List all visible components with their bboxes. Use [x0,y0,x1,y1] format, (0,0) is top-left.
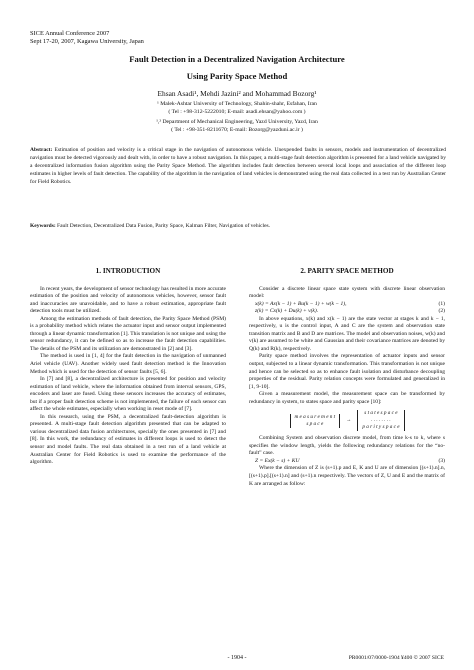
abstract-text: Estimation of position and velocity is a critical stage in the navigation of autonomous vehicle. Unexpended faults in sensors, models and instrumentation of decentralized navigation must be detected vigorously and dealt with, in order to have a robust navigation. In this paper, a multi-stage fault detection algorithm is presented for a land vehicle navigated by a decentralized information fusion algorithm using the Parity Space Method. The algorithm includes fault detection between several local loops and association of the different loop estimates in higher levels of fault detection. The capability of the algorithm in the navigation of land vehicles is demonstrated using the real data collected in a test run by Australian Center for Field Robotics. [30,147,447,185]
affiliation-2: ¹,² Department of Mechanical Engineering, Yazd University, Yazd, Iran [156,119,318,125]
parity-paragraph-3: Parity space method involves the representation of actuator inputs and sensor output, subjected to a linear dynamic transformation. This transformation is not unique and hence can be selected so as to enhance fault isolation and disturbance decoupling properties of the residual. Parity relation concepts were formulated and generalized in [1, 9-10]. [249,353,445,390]
separator-dots: . . . . . . . . [371,417,391,424]
parity-paragraph-1: Consider a discrete linear space state system with discrete linear observation model: [249,285,445,300]
section-heading-parity-space: 2. PARITY SPACE METHOD [300,267,394,275]
parity-paragraph-4: Given a measurement model, the measurement space can be transformed by redundancy in system, to states space and parity space [10]: [249,391,445,405]
equation-2-number: (2) [438,308,445,315]
state-parity-space-box [357,410,404,431]
measurement-label: m e a s u r e m e n t [294,413,336,420]
conference-name: SICE Annual Conference 2007 [30,30,110,37]
intro-paragraph-5: In this research, using the PSM, a decentralized fault-detection algorithm is presented. A multi-stage fault detection algorithm presented that can be adapted to various decentralized data fusion architectures, specially the ones presented in [7] and [8]. In this work, the redundancy of estimates in different loops is used to detect the sensor and model faults. The real data obtained in a test run of a land vehicle at Australian Center for Field Robotics is used to examine the performance of the algorithm. [30,413,226,466]
parity-paragraph-5: Combining System and observation discrete model, from time k-s to k, where s specifies the window length, yields the following redundancy relations for the “no-fault” case. [249,435,445,457]
equation-3-number: (3) [438,457,445,464]
measurement-space-box [290,414,341,428]
right-column [249,268,445,488]
intro-paragraph-1: In recent years, the development of sensor technology has resulted in more accurate estimation of the position and velocity of autonomous vehicles, however, sensor fault and inaccuracies are unavoidable, and to have a robust estimation, appropriate fault detection tools must be utilized. [30,285,226,315]
authors: Ehsan Asadi¹, Mehdi Jazini² and Mohammad Bozorg¹ [157,89,317,98]
equation-2 [249,308,445,316]
section-heading-introduction: 1. INTRODUCTION [95,267,161,275]
equation-1-body: x(k) = Ax(k − 1) + Bu(k − 1) + w(k − 1), [255,300,347,307]
parity-space-label: p a r i t y s p a c e [362,424,400,431]
space-label: s p a c e [306,420,324,427]
state-space-label: s t a t e s p a c e [364,410,398,417]
affiliation-1-contact: ( Tel : +98-312-5222010; E-mail: asadi.ehsan@yahoo.com ) [168,109,306,115]
paper-title-line-1: Fault Detection in a Decentralized Navigation Architecture [129,54,345,64]
conference-header [30,30,144,46]
keywords-text: Fault Detection, Decentralized Data Fusion, Parity Space, Kalman Filter, Navigation of vehicles. [57,223,271,229]
affiliation-2-contact: ( Tel : +98-351-8211670; E-mail: Bozorg@yazduni.ac.ir ) [171,127,303,133]
abstract-label: Abstract: [30,147,53,153]
conference-date-venue: Sept 17-20, 2007, Kagawa University, Japan [30,38,144,45]
paper-title-line-2: Using Parity Space Method [186,71,288,81]
page-number: - 1904 - [227,655,247,661]
intro-paragraph-4: In [7] and [8], a decentralized architecture is presented for position and velocity estimation of land vehicle, where the information obtained from interval sensors, GPS, encoders and laser are fused. Using these sensors increases the accuracy of estimates, but if a proper fault detection scheme is not implemented, the failure of each sensor can affect the whole estimates, especially when working in reset mode of [7]. [30,376,226,413]
equation-2-body: z(k) = Cx(k) + Du(k) + v(k). [255,308,319,315]
parity-paragraph-6: Where the dimension of Z is (s+1).p and E, K and U are of dimension [(s+1).n].n, [(s+1).p].[(s+1).n] and (s+1).n respectively. The vectors of Z, U and E and the matrix of K are arranged as follow: [249,465,445,487]
space-transformation-matrix [249,410,445,431]
left-column [30,268,226,467]
keywords-label: Keywords: [30,223,56,229]
footer-code: PR0001/07/0000-1904 ¥400 © 2007 SICE [348,655,444,661]
intro-paragraph-3: The method is used in [1, 4] for the fault detection in the navigation of unmanned Ariel vehicle (UAV). Another widely used fault detection method is the Innovation Method which is used for the detection of sensor faults [5, 6]. [30,353,226,375]
equation-1-number: (1) [438,300,445,307]
equation-3-body: Z = Ex(k − s) + KU [255,457,300,464]
intro-paragraph-2: Among the estimation methods of fault detection, the Parity Space Method (PSM) is a probability method which relates the actuator input and sensor output implemented through a linear dynamic transformation [1]. This translation is not unique and using the sensor redundancy, it can be defined so as to increase the fault detection capabilities. The details of the PSM and its utilization are demonstrated in [2] and [3]. [30,315,226,352]
affiliation-1: ¹ Malek-Ashtar University of Technology, Shahin-shahr, Esfahan, Iran [157,101,317,107]
keywords [30,222,446,230]
parity-paragraph-2: In above equations, x(k) and x(k − 1) are the state vector at stages k and k − 1, respectively, u is the control input, A and C are the system and observation state transition matrix and B and D are matrices. The model and observation noises, w(k) and v(k) are assumed to be white and Gaussian and their covariance matrices are denoted by Q(k) and R(k), respectively. [249,315,445,352]
arrow-icon: → [346,417,352,424]
abstract [30,146,446,186]
